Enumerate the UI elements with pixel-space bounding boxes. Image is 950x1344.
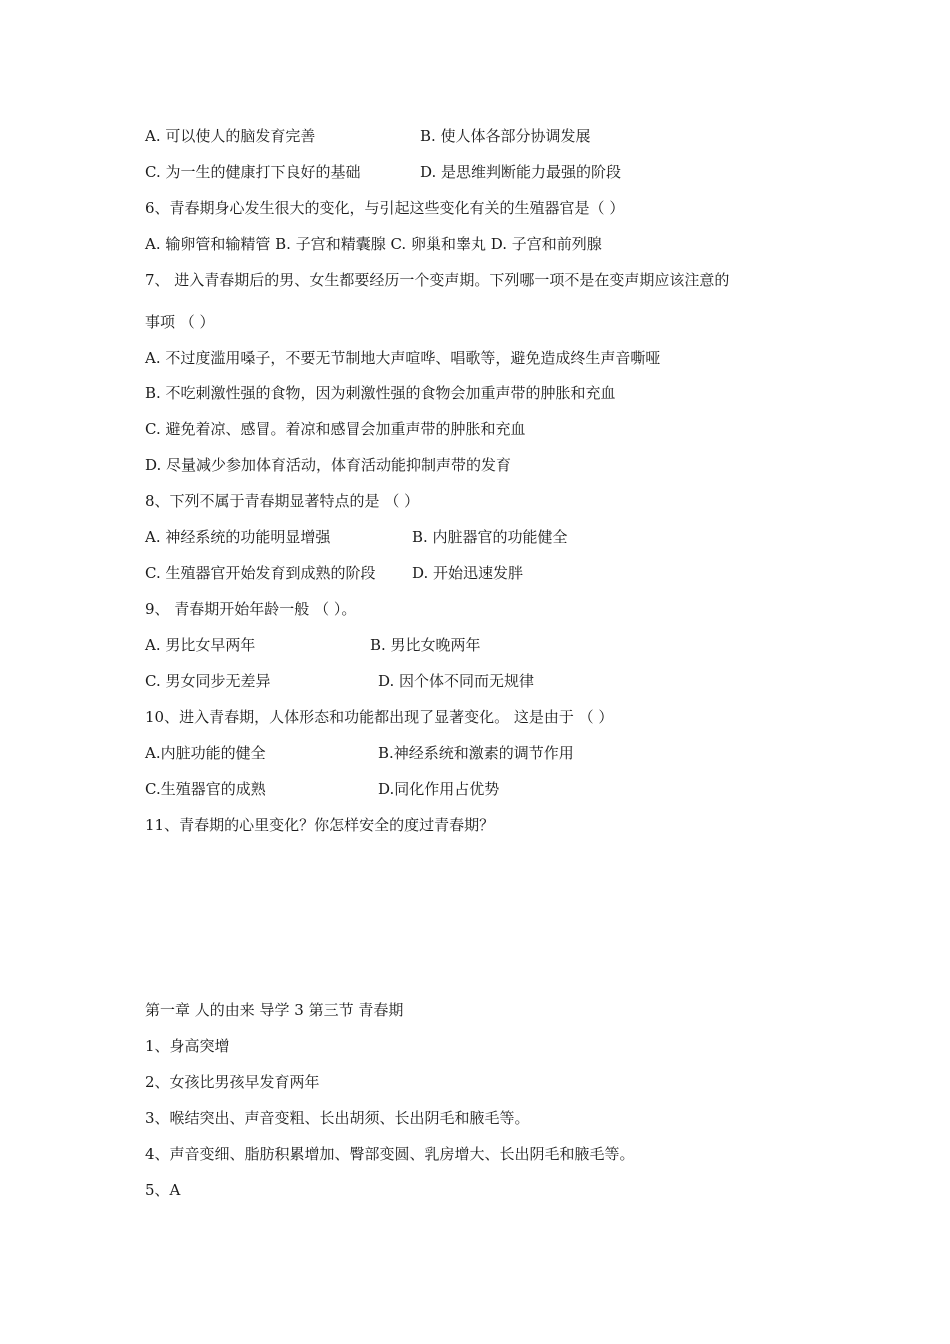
q7-option-b: B. 不吃刺激性强的食物，因为刺激性强的食物会加重声带的肿胀和充血 bbox=[145, 384, 616, 402]
q6-question: 6、青春期身心发生很大的变化，与引起这些变化有关的生殖器官是（ ） bbox=[145, 199, 625, 217]
q8-option-b: B. 内脏器官的功能健全 bbox=[412, 528, 568, 546]
q7-option-a: A. 不过度滥用嗓子，不要无节制地大声喧哗、唱歌等，避免造成终生声音嘶哑 bbox=[145, 349, 661, 367]
q11-question: 11、青春期的心里变化？你怎样安全的度过青春期？ bbox=[145, 816, 495, 834]
q5-option-b: B. 使人体各部分协调发展 bbox=[420, 127, 591, 145]
answer-item: 2、女孩比男孩早发育两年 bbox=[145, 1073, 320, 1091]
q9-option-d: D. 因个体不同而无规律 bbox=[378, 672, 535, 690]
q7-option-d: D. 尽量减少参加体育活动，体育活动能抑制声带的发育 bbox=[145, 456, 512, 474]
q7-option-c: C. 避免着凉、感冒。着凉和感冒会加重声带的肿胀和充血 bbox=[145, 420, 526, 438]
q6-options: A. 输卵管和输精管 B. 子宫和精囊腺 C. 卵巢和睾丸 D. 子宫和前列腺 bbox=[145, 235, 602, 253]
q9-question: 9、 青春期开始年龄一般 （ ）。 bbox=[145, 600, 357, 618]
answer-item: 1、身高突增 bbox=[145, 1037, 230, 1055]
q5-option-c: C. 为一生的健康打下良好的基础 bbox=[145, 163, 361, 181]
q5-option-d: D. 是思维判断能力最强的阶段 bbox=[420, 163, 622, 181]
answer-item: 3、喉结突出、声音变粗、长出胡须、长出阴毛和腋毛等。 bbox=[145, 1109, 530, 1127]
q10-option-d: D.同化作用占优势 bbox=[378, 780, 500, 798]
q9-option-a: A. 男比女早两年 bbox=[145, 636, 256, 654]
q10-option-c: C.生殖器官的成熟 bbox=[145, 780, 266, 798]
q7-question-line1: 7、 进入青春期后的男、女生都要经历一个变声期。下列哪一项不是在变声期应该注意的 bbox=[145, 271, 730, 289]
q10-option-a: A.内脏功能的健全 bbox=[145, 744, 266, 762]
q8-option-c: C. 生殖器官开始发育到成熟的阶段 bbox=[145, 564, 376, 582]
answers-heading: 第一章 人的由来 导学 3 第三节 青春期 bbox=[145, 1001, 404, 1019]
answer-item: 5、A bbox=[145, 1181, 181, 1199]
q8-question: 8、下列不属于青春期显著特点的是 （ ） bbox=[145, 492, 420, 510]
q8-option-d: D. 开始迅速发胖 bbox=[412, 564, 524, 582]
q9-option-b: B. 男比女晚两年 bbox=[370, 636, 481, 654]
q10-question: 10、进入青春期，人体形态和功能都出现了显著变化。 这是由于 （ ） bbox=[145, 708, 614, 726]
q5-option-a: A. 可以使人的脑发育完善 bbox=[145, 127, 316, 145]
answer-item: 4、声音变细、脂肪积累增加、臀部变圆、乳房增大、长出阴毛和腋毛等。 bbox=[145, 1145, 635, 1163]
q10-option-b: B.神经系统和激素的调节作用 bbox=[378, 744, 574, 762]
q8-option-a: A. 神经系统的功能明显增强 bbox=[145, 528, 331, 546]
q9-option-c: C. 男女同步无差异 bbox=[145, 672, 271, 690]
q7-question-line2: 事项 （ ） bbox=[145, 313, 215, 331]
